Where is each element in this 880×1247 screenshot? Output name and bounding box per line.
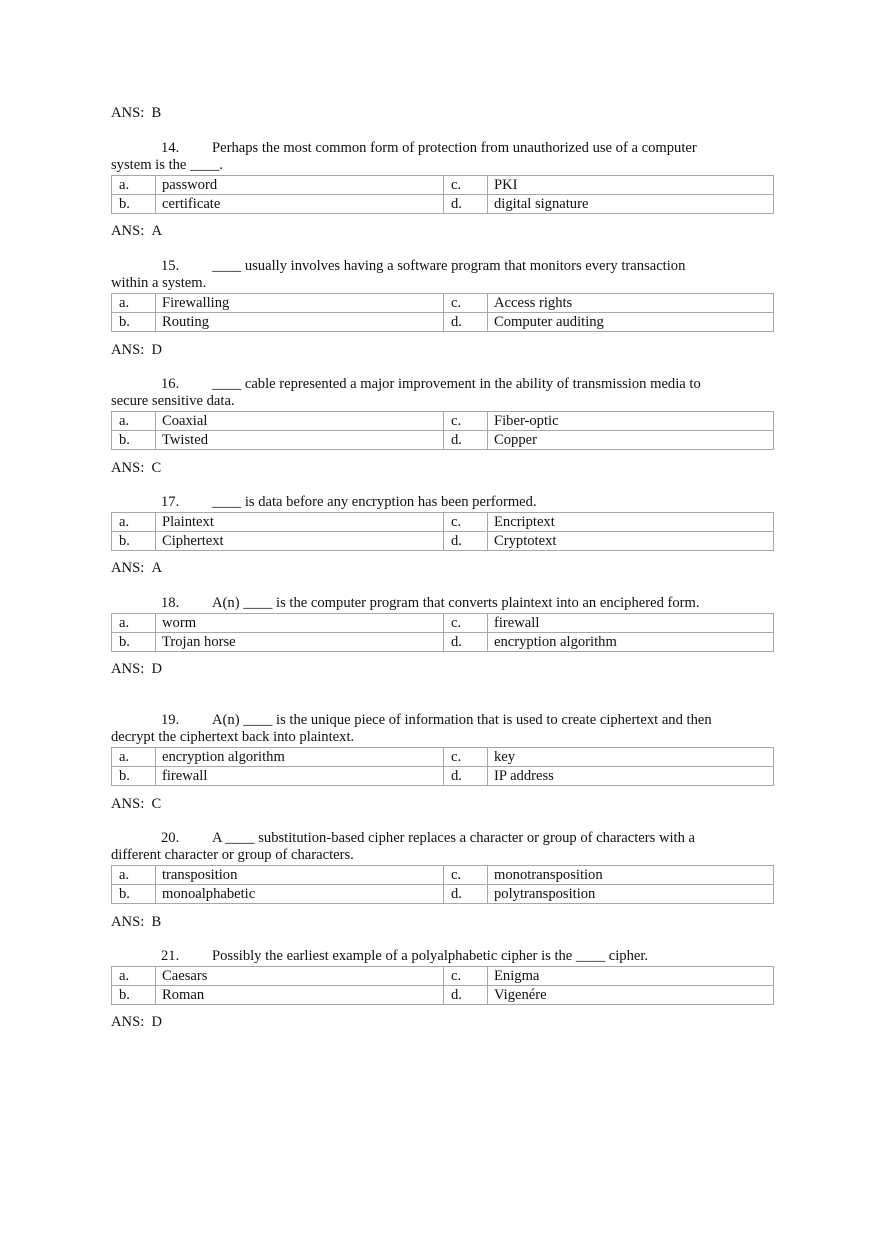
option-letter: c. [444, 176, 488, 195]
option-b-text: certificate [156, 195, 444, 214]
question-text: ____ cable represented a major improvement in the ability of transmission media to [212, 376, 701, 392]
option-letter: b. [112, 633, 156, 652]
answer-prefix: ANS: [111, 1014, 145, 1030]
option-letter: c. [444, 967, 488, 986]
answer-line-17 [111, 560, 162, 577]
option-letter: c. [444, 412, 488, 431]
option-letter: a. [112, 748, 156, 767]
question-16 [111, 376, 771, 450]
options-table [111, 512, 774, 551]
option-c-text: firewall [488, 614, 774, 633]
option-c-text: Fiber-optic [488, 412, 774, 431]
options-table [111, 865, 774, 904]
option-letter: d. [444, 986, 488, 1005]
question-19 [111, 712, 771, 786]
options-row [112, 986, 774, 1005]
question-number: 19. [161, 712, 180, 728]
question-21 [111, 948, 771, 1005]
options-row [112, 866, 774, 885]
options-row [112, 176, 774, 195]
option-b-text: Twisted [156, 431, 444, 450]
options-table [111, 966, 774, 1005]
options-row [112, 412, 774, 431]
question-14 [111, 140, 771, 214]
options-row [112, 513, 774, 532]
option-d-text: Vigenére [488, 986, 774, 1005]
option-b-text: Trojan horse [156, 633, 444, 652]
question-18 [111, 595, 771, 652]
options-row [112, 748, 774, 767]
options-row [112, 294, 774, 313]
option-letter: d. [444, 195, 488, 214]
question-text-continued: secure sensitive data. [111, 393, 235, 409]
options-row [112, 885, 774, 904]
question-text: A(n) ____ is the unique piece of information that is used to create ciphertext and then [212, 712, 712, 728]
option-letter: b. [112, 313, 156, 332]
question-text-continued: different character or group of characters. [111, 847, 354, 863]
option-a-text: Plaintext [156, 513, 444, 532]
answer-value: A [151, 223, 163, 239]
option-b-text: Routing [156, 313, 444, 332]
options-row [112, 767, 774, 786]
answer-line-19 [111, 796, 161, 813]
answer-line-14 [111, 223, 162, 240]
option-d-text: IP address [488, 767, 774, 786]
option-letter: c. [444, 513, 488, 532]
question-number: 21. [161, 948, 180, 964]
option-d-text: Cryptotext [488, 532, 774, 551]
answer-line-13 [111, 105, 161, 122]
option-letter: c. [444, 294, 488, 313]
answer-line-18 [111, 661, 162, 678]
option-c-text: key [488, 748, 774, 767]
question-number: 15. [161, 258, 180, 274]
answer-value: D [151, 661, 163, 677]
option-a-text: worm [156, 614, 444, 633]
option-letter: a. [112, 866, 156, 885]
option-a-text: password [156, 176, 444, 195]
option-letter: b. [112, 532, 156, 551]
answer-value: C [151, 796, 162, 812]
option-c-text: PKI [488, 176, 774, 195]
option-letter: d. [444, 767, 488, 786]
option-letter: c. [444, 866, 488, 885]
answer-prefix: ANS: [111, 914, 145, 930]
option-letter: c. [444, 748, 488, 767]
option-letter: d. [444, 431, 488, 450]
answer-prefix: ANS: [111, 223, 145, 239]
question-text-continued: decrypt the ciphertext back into plaintext. [111, 729, 355, 745]
options-row [112, 614, 774, 633]
option-d-text: Computer auditing [488, 313, 774, 332]
option-letter: d. [444, 313, 488, 332]
answer-prefix: ANS: [111, 105, 145, 121]
question-20 [111, 830, 771, 904]
option-letter: d. [444, 633, 488, 652]
answer-prefix: ANS: [111, 560, 145, 576]
options-row [112, 431, 774, 450]
answer-prefix: ANS: [111, 342, 145, 358]
options-table [111, 293, 774, 332]
option-letter: a. [112, 412, 156, 431]
question-17 [111, 494, 771, 551]
option-a-text: Caesars [156, 967, 444, 986]
option-letter: a. [112, 967, 156, 986]
option-b-text: monoalphabetic [156, 885, 444, 904]
options-table [111, 613, 774, 652]
options-row [112, 967, 774, 986]
option-a-text: encryption algorithm [156, 748, 444, 767]
question-number: 18. [161, 595, 180, 611]
answer-line-16 [111, 460, 161, 477]
answer-value: C [151, 460, 162, 476]
options-row [112, 633, 774, 652]
options-row [112, 532, 774, 551]
option-letter: d. [444, 532, 488, 551]
option-letter: b. [112, 195, 156, 214]
option-letter: b. [112, 767, 156, 786]
options-row [112, 313, 774, 332]
option-letter: c. [444, 614, 488, 633]
question-15 [111, 258, 771, 332]
question-number: 20. [161, 830, 180, 846]
option-letter: a. [112, 294, 156, 313]
answer-prefix: ANS: [111, 796, 145, 812]
answer-line-21 [111, 1014, 162, 1031]
answer-value: B [151, 914, 162, 930]
option-a-text: Firewalling [156, 294, 444, 313]
options-table [111, 747, 774, 786]
option-letter: d. [444, 885, 488, 904]
option-d-text: encryption algorithm [488, 633, 774, 652]
question-number: 14. [161, 140, 180, 156]
answer-prefix: ANS: [111, 661, 145, 677]
question-text: A(n) ____ is the computer program that converts plaintext into an enciphered form. [212, 595, 700, 611]
option-letter: a. [112, 614, 156, 633]
answer-prefix: ANS: [111, 460, 145, 476]
option-b-text: Roman [156, 986, 444, 1005]
option-c-text: Enigma [488, 967, 774, 986]
option-b-text: firewall [156, 767, 444, 786]
question-number: 17. [161, 494, 180, 510]
option-a-text: transposition [156, 866, 444, 885]
option-a-text: Coaxial [156, 412, 444, 431]
option-letter: b. [112, 885, 156, 904]
option-c-text: monotransposition [488, 866, 774, 885]
options-table [111, 175, 774, 214]
question-number: 16. [161, 376, 180, 392]
answer-value: B [151, 105, 162, 121]
option-c-text: Access rights [488, 294, 774, 313]
option-letter: b. [112, 986, 156, 1005]
answer-value: D [151, 1014, 163, 1030]
option-letter: a. [112, 176, 156, 195]
question-text-continued: within a system. [111, 275, 207, 291]
question-text: A ____ substitution-based cipher replaces a character or group of characters with a [212, 830, 696, 846]
option-d-text: digital signature [488, 195, 774, 214]
option-c-text: Encriptext [488, 513, 774, 532]
question-text-continued: system is the ____. [111, 157, 223, 173]
question-text: Perhaps the most common form of protection from unauthorized use of a computer [212, 140, 697, 156]
option-b-text: Ciphertext [156, 532, 444, 551]
answer-value: D [151, 342, 163, 358]
answer-value: A [151, 560, 163, 576]
options-row [112, 195, 774, 214]
option-d-text: polytransposition [488, 885, 774, 904]
question-text: ____ is data before any encryption has been performed. [212, 494, 537, 510]
options-table [111, 411, 774, 450]
answer-line-15 [111, 342, 162, 359]
question-text: ____ usually involves having a software program that monitors every transaction [212, 258, 686, 274]
question-text: Possibly the earliest example of a polyalphabetic cipher is the ____ cipher. [212, 948, 649, 964]
option-letter: b. [112, 431, 156, 450]
option-letter: a. [112, 513, 156, 532]
option-d-text: Copper [488, 431, 774, 450]
answer-line-20 [111, 914, 161, 931]
